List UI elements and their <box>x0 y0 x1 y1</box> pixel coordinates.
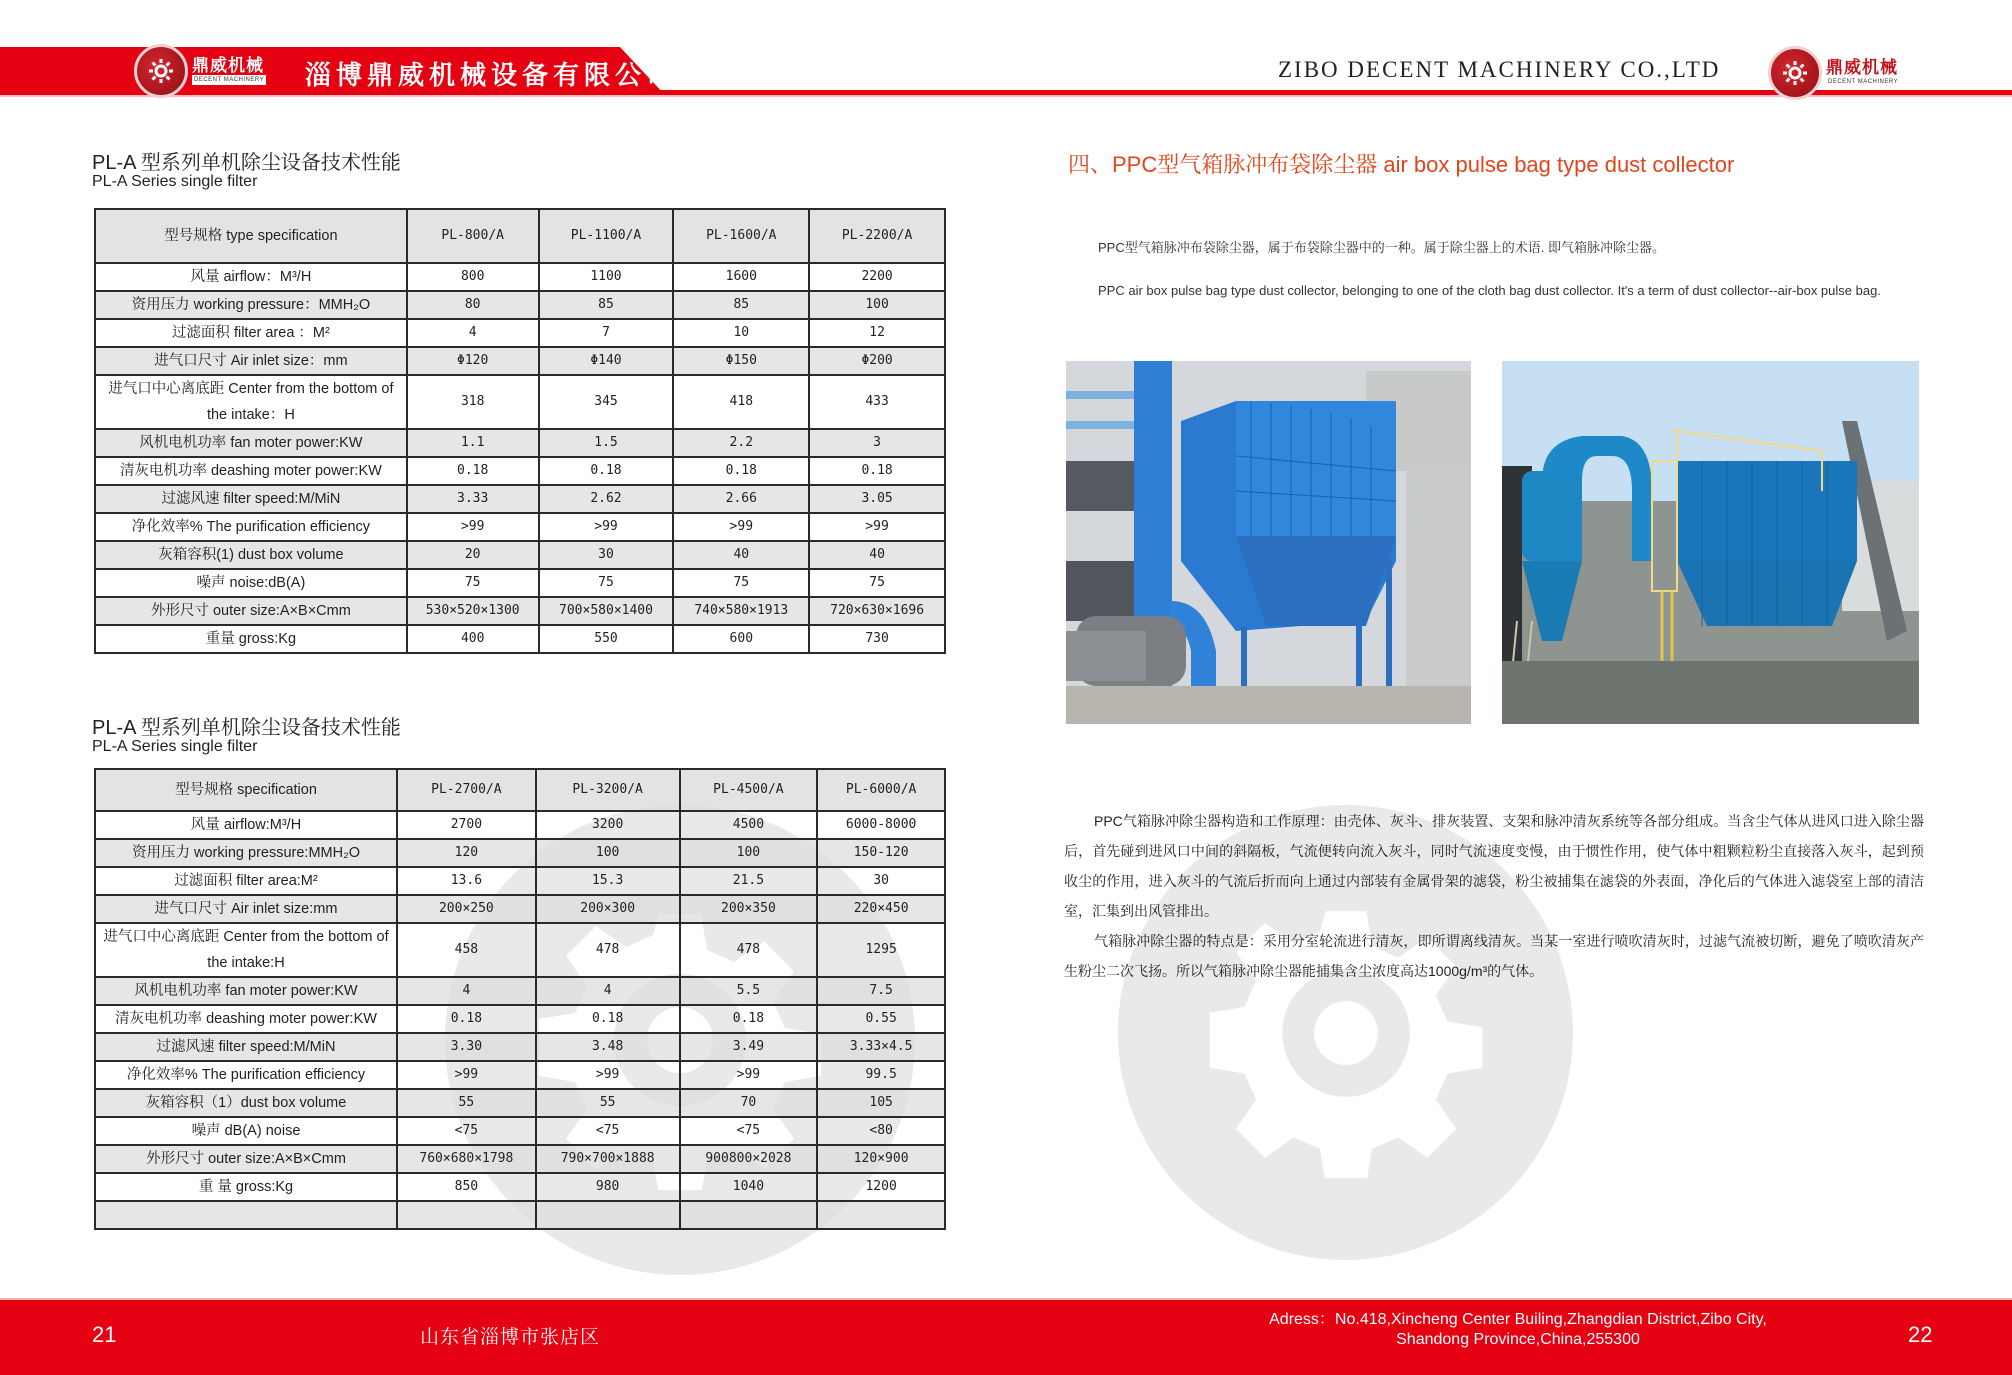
cell: 2.62 <box>539 485 674 513</box>
row-label: 净化效率% The purification efficiency <box>95 1061 397 1089</box>
cell: 318 <box>407 375 539 429</box>
column-header: PL-1600/A <box>673 209 809 263</box>
table-row <box>95 485 945 513</box>
address-en-line2: Shandong Province,China,255300 <box>1396 1331 1640 1348</box>
cell: 900800×2028 <box>680 1145 818 1173</box>
cell: 0.18 <box>536 1005 680 1033</box>
table1-title-cn: PL-A 型系列单机除尘设备技术性能 <box>92 152 401 174</box>
cell: Φ120 <box>407 347 539 375</box>
column-header: PL-2700/A <box>397 769 536 811</box>
cell: 790×700×1888 <box>536 1145 680 1173</box>
cell: 1040 <box>680 1173 818 1201</box>
dust-collector-photo-1 <box>1066 361 1471 724</box>
cell: 0.18 <box>809 457 945 485</box>
gear-logo-icon <box>134 44 188 98</box>
cell: 3 <box>809 429 945 457</box>
page-number-left: 21 <box>92 1322 117 1347</box>
address-en <box>1188 1310 1848 1350</box>
cell: 0.18 <box>680 1005 818 1033</box>
cell: 12 <box>809 319 945 347</box>
cell: 740×580×1913 <box>673 597 809 625</box>
intro-cn: PPC型气箱脉冲布袋除尘器，属于布袋除尘器中的一种。属于除尘器上的术语. 即气箱脉冲除尘器。 <box>1098 240 1665 255</box>
row-label: 过滤风速 filter speed:M/MiN <box>95 1033 397 1061</box>
table-row <box>95 597 945 625</box>
cell: 0.18 <box>673 457 809 485</box>
cell: 800 <box>407 263 539 291</box>
cell: 418 <box>673 375 809 429</box>
cell: 55 <box>536 1089 680 1117</box>
cell: 458 <box>397 923 536 977</box>
table2-title-en: PL-A Series single filter <box>92 738 258 755</box>
row-label: 进气口尺寸 Air inlet size：mm <box>95 347 407 375</box>
row-label: 进气口中心离底距 Center from the bottom of the intake:H <box>95 923 397 977</box>
cell: 760×680×1798 <box>397 1145 536 1173</box>
row-label: 过滤风速 filter speed:M/MiN <box>95 485 407 513</box>
column-header: 型号规格 specification <box>95 769 397 811</box>
cell: 30 <box>539 541 674 569</box>
table-row <box>95 625 945 653</box>
table-row <box>95 923 945 977</box>
cell: 100 <box>809 291 945 319</box>
cell: Φ200 <box>809 347 945 375</box>
spec-table-2 <box>94 768 946 1230</box>
description-body <box>1064 806 1924 986</box>
row-label: 噪声 dB(A) noise <box>95 1117 397 1145</box>
cell: >99 <box>407 513 539 541</box>
cell: Φ140 <box>539 347 674 375</box>
cell: 75 <box>407 569 539 597</box>
cell: 850 <box>397 1173 536 1201</box>
cell: 3.49 <box>680 1033 818 1061</box>
cell: 1.5 <box>539 429 674 457</box>
cell: 70 <box>680 1089 818 1117</box>
cell: 4 <box>407 319 539 347</box>
table-row <box>95 1089 945 1117</box>
cell: 2700 <box>397 811 536 839</box>
cell: Φ150 <box>673 347 809 375</box>
row-label: 进气口尺寸 Air inlet size:mm <box>95 895 397 923</box>
cell: 3.33 <box>407 485 539 513</box>
cell: >99 <box>539 513 674 541</box>
cell: 40 <box>809 541 945 569</box>
cell: 2.66 <box>673 485 809 513</box>
cell: 200×300 <box>536 895 680 923</box>
cell: 3200 <box>536 811 680 839</box>
logo-en-text: DECENT MACHINERY <box>194 77 265 83</box>
cell: 345 <box>539 375 674 429</box>
address-cn: 山东省淄博市张店区 <box>420 1327 601 1348</box>
cell: 2.2 <box>673 429 809 457</box>
table-row <box>95 811 945 839</box>
cell: 0.18 <box>407 457 539 485</box>
cell: 1.1 <box>407 429 539 457</box>
table1-title-en: PL-A Series single filter <box>92 173 258 190</box>
row-label: 过滤面积 filter area:M² <box>95 867 397 895</box>
row-label: 进气口中心离底距 Center from the bottom of the intake：H <box>95 375 407 429</box>
description-paragraph-2: 气箱脉冲除尘器的特点是：采用分室轮流进行清灰，即所谓离线清灰。当某一室进行喷吹清灰时，过滤气流被切断，避免了喷吹清灰产生粉尘二次飞扬。所以气箱脉冲除尘器能捕集含尘浓度高达1000g/m³的气体。 <box>1064 933 1924 979</box>
gear-logo-icon <box>1768 46 1822 100</box>
row-label: 重量 gross:Kg <box>95 625 407 653</box>
cell <box>397 1201 536 1229</box>
column-header: PL-4500/A <box>680 769 818 811</box>
cell: 13.6 <box>397 867 536 895</box>
cell: 10 <box>673 319 809 347</box>
section-title: 四、PPC型气箱脉冲布袋除尘器 air box pulse bag type dust collector <box>1068 152 1735 177</box>
cell: 7 <box>539 319 674 347</box>
column-header: PL-3200/A <box>536 769 680 811</box>
table-row <box>95 1173 945 1201</box>
cell: 1600 <box>673 263 809 291</box>
cell: 75 <box>539 569 674 597</box>
table-row <box>95 1145 945 1173</box>
logo-cn-text: 鼎威机械 <box>192 56 264 75</box>
dust-collector-photo-2 <box>1502 361 1919 724</box>
row-label: 外形尺寸 outer size:A×B×Cmm <box>95 597 407 625</box>
cell: >99 <box>680 1061 818 1089</box>
cell: 99.5 <box>817 1061 945 1089</box>
cell: 100 <box>536 839 680 867</box>
cell: 40 <box>673 541 809 569</box>
cell <box>680 1201 818 1229</box>
cell: 200×350 <box>680 895 818 923</box>
cell: 3.48 <box>536 1033 680 1061</box>
cell: 0.18 <box>539 457 674 485</box>
table-row <box>95 1033 945 1061</box>
intro-en: PPC air box pulse bag type dust collector, belonging to one of the cloth bag dust collector. It's a term of dust collector--air-box pulse bag. <box>1098 283 1881 298</box>
table-row <box>95 263 945 291</box>
company-logo-right <box>1768 46 1900 100</box>
cell: 85 <box>539 291 674 319</box>
cell: 4 <box>397 977 536 1005</box>
cell: 20 <box>407 541 539 569</box>
table-row <box>95 291 945 319</box>
cell: 1100 <box>539 263 674 291</box>
table-row <box>95 569 945 597</box>
cell: 2200 <box>809 263 945 291</box>
cell: 1295 <box>817 923 945 977</box>
table-row <box>95 867 945 895</box>
table-row <box>95 895 945 923</box>
column-header: PL-800/A <box>407 209 539 263</box>
row-label: 资用压力 working pressure：MMH₂O <box>95 291 407 319</box>
table-row <box>95 977 945 1005</box>
cell: 550 <box>539 625 674 653</box>
row-label: 重 量 gross:Kg <box>95 1173 397 1201</box>
table-row <box>95 541 945 569</box>
table-row <box>95 319 945 347</box>
table-row <box>95 347 945 375</box>
company-logo-left <box>134 44 266 98</box>
cell: 0.55 <box>817 1005 945 1033</box>
cell: 7.5 <box>817 977 945 1005</box>
cell: <75 <box>397 1117 536 1145</box>
cell: 5.5 <box>680 977 818 1005</box>
table2-title-cn: PL-A 型系列单机除尘设备技术性能 <box>92 717 401 739</box>
cell: 700×580×1400 <box>539 597 674 625</box>
cell: 105 <box>817 1089 945 1117</box>
cell: 200×250 <box>397 895 536 923</box>
header-rule-shadow <box>0 95 2012 97</box>
column-header: PL-6000/A <box>817 769 945 811</box>
cell <box>536 1201 680 1229</box>
logo-en-text: DECENT MACHINERY <box>1828 79 1899 85</box>
cell: >99 <box>673 513 809 541</box>
cell: 75 <box>809 569 945 597</box>
table-header-row <box>95 769 945 811</box>
cell: 0.18 <box>397 1005 536 1033</box>
cell: 478 <box>536 923 680 977</box>
cell: 433 <box>809 375 945 429</box>
column-header: 型号规格 type specification <box>95 209 407 263</box>
table-row-empty <box>95 1201 945 1229</box>
table-row <box>95 457 945 485</box>
column-header: PL-1100/A <box>539 209 674 263</box>
spec-table-1 <box>94 208 946 654</box>
row-label: 清灰电机功率 deashing moter power:KW <box>95 457 407 485</box>
page-number-right: 22 <box>1908 1322 1933 1347</box>
row-label: 风量 airflow:M³/H <box>95 811 397 839</box>
cell: 100 <box>680 839 818 867</box>
cell: 85 <box>673 291 809 319</box>
cell <box>817 1201 945 1229</box>
logo-cn-text: 鼎威机械 <box>1826 58 1898 77</box>
cell: <75 <box>680 1117 818 1145</box>
cell: 478 <box>680 923 818 977</box>
row-label: 净化效率% The purification efficiency <box>95 513 407 541</box>
table-row <box>95 375 945 429</box>
row-label: 灰箱容积（1）dust box volume <box>95 1089 397 1117</box>
cell: <80 <box>817 1117 945 1145</box>
table-row <box>95 513 945 541</box>
cell: >99 <box>397 1061 536 1089</box>
row-label: 清灰电机功率 deashing moter power:KW <box>95 1005 397 1033</box>
table-row <box>95 1117 945 1145</box>
cell: 120 <box>397 839 536 867</box>
table-row <box>95 839 945 867</box>
table-header-row <box>95 209 945 263</box>
cell: 3.33×4.5 <box>817 1033 945 1061</box>
row-label: 风机电机功率 fan moter power:KW <box>95 429 407 457</box>
cell: 15.3 <box>536 867 680 895</box>
cell: >99 <box>809 513 945 541</box>
cell: 220×450 <box>817 895 945 923</box>
company-name-cn: 淄博鼎威机械设备有限公司 <box>305 61 678 91</box>
row-label: 外形尺寸 outer size:A×B×Cmm <box>95 1145 397 1173</box>
cell: 30 <box>817 867 945 895</box>
cell: 75 <box>673 569 809 597</box>
cell: >99 <box>536 1061 680 1089</box>
cell: 4500 <box>680 811 818 839</box>
row-label: 资用压力 working pressure:MMH₂O <box>95 839 397 867</box>
cell: 4 <box>536 977 680 1005</box>
cell: 1200 <box>817 1173 945 1201</box>
cell: 400 <box>407 625 539 653</box>
cell: 150-120 <box>817 839 945 867</box>
cell: 980 <box>536 1173 680 1201</box>
table-row <box>95 1061 945 1089</box>
cell: 730 <box>809 625 945 653</box>
table-row <box>95 1005 945 1033</box>
cell: 6000-8000 <box>817 811 945 839</box>
description-paragraph-1: PPC气箱脉冲除尘器构造和工作原理：由壳体、灰斗、排灰装置、支架和脉冲清灰系统等各部分组成。当含尘气体从进风口进入除尘器后，首先碰到进风口中间的斜隔板，气流便转向流入灰斗，同时气流速度变慢，由于惯性作用，使气体中粗颗粒粉尘直接落入灰斗，起到预收尘的作用，进入灰斗的气流后折而向上通过内部装有金属骨架的滤袋，粉尘被捕集在滤袋的外表面，净化后的气体进入滤袋室上部的清洁室，汇集到出风管排出。 <box>1064 813 1924 919</box>
column-header: PL-2200/A <box>809 209 945 263</box>
table-row <box>95 429 945 457</box>
cell: 80 <box>407 291 539 319</box>
row-label: 风量 airflow：M³/H <box>95 263 407 291</box>
cell: 3.05 <box>809 485 945 513</box>
address-en-line1: Adress：No.418,Xincheng Center Builing,Zhangdian District,Zibo City, <box>1269 1311 1767 1328</box>
row-label: 灰箱容积(1) dust box volume <box>95 541 407 569</box>
row-label: 过滤面积 filter area ：M² <box>95 319 407 347</box>
row-label <box>95 1201 397 1229</box>
cell: 21.5 <box>680 867 818 895</box>
cell: 55 <box>397 1089 536 1117</box>
cell: 720×630×1696 <box>809 597 945 625</box>
row-label: 噪声 noise:dB(A) <box>95 569 407 597</box>
cell: 120×900 <box>817 1145 945 1173</box>
cell: 3.30 <box>397 1033 536 1061</box>
cell: <75 <box>536 1117 680 1145</box>
cell: 600 <box>673 625 809 653</box>
company-name-en: ZIBO DECENT MACHINERY CO.,LTD <box>1278 57 1721 82</box>
cell: 530×520×1300 <box>407 597 539 625</box>
row-label: 风机电机功率 fan moter power:KW <box>95 977 397 1005</box>
